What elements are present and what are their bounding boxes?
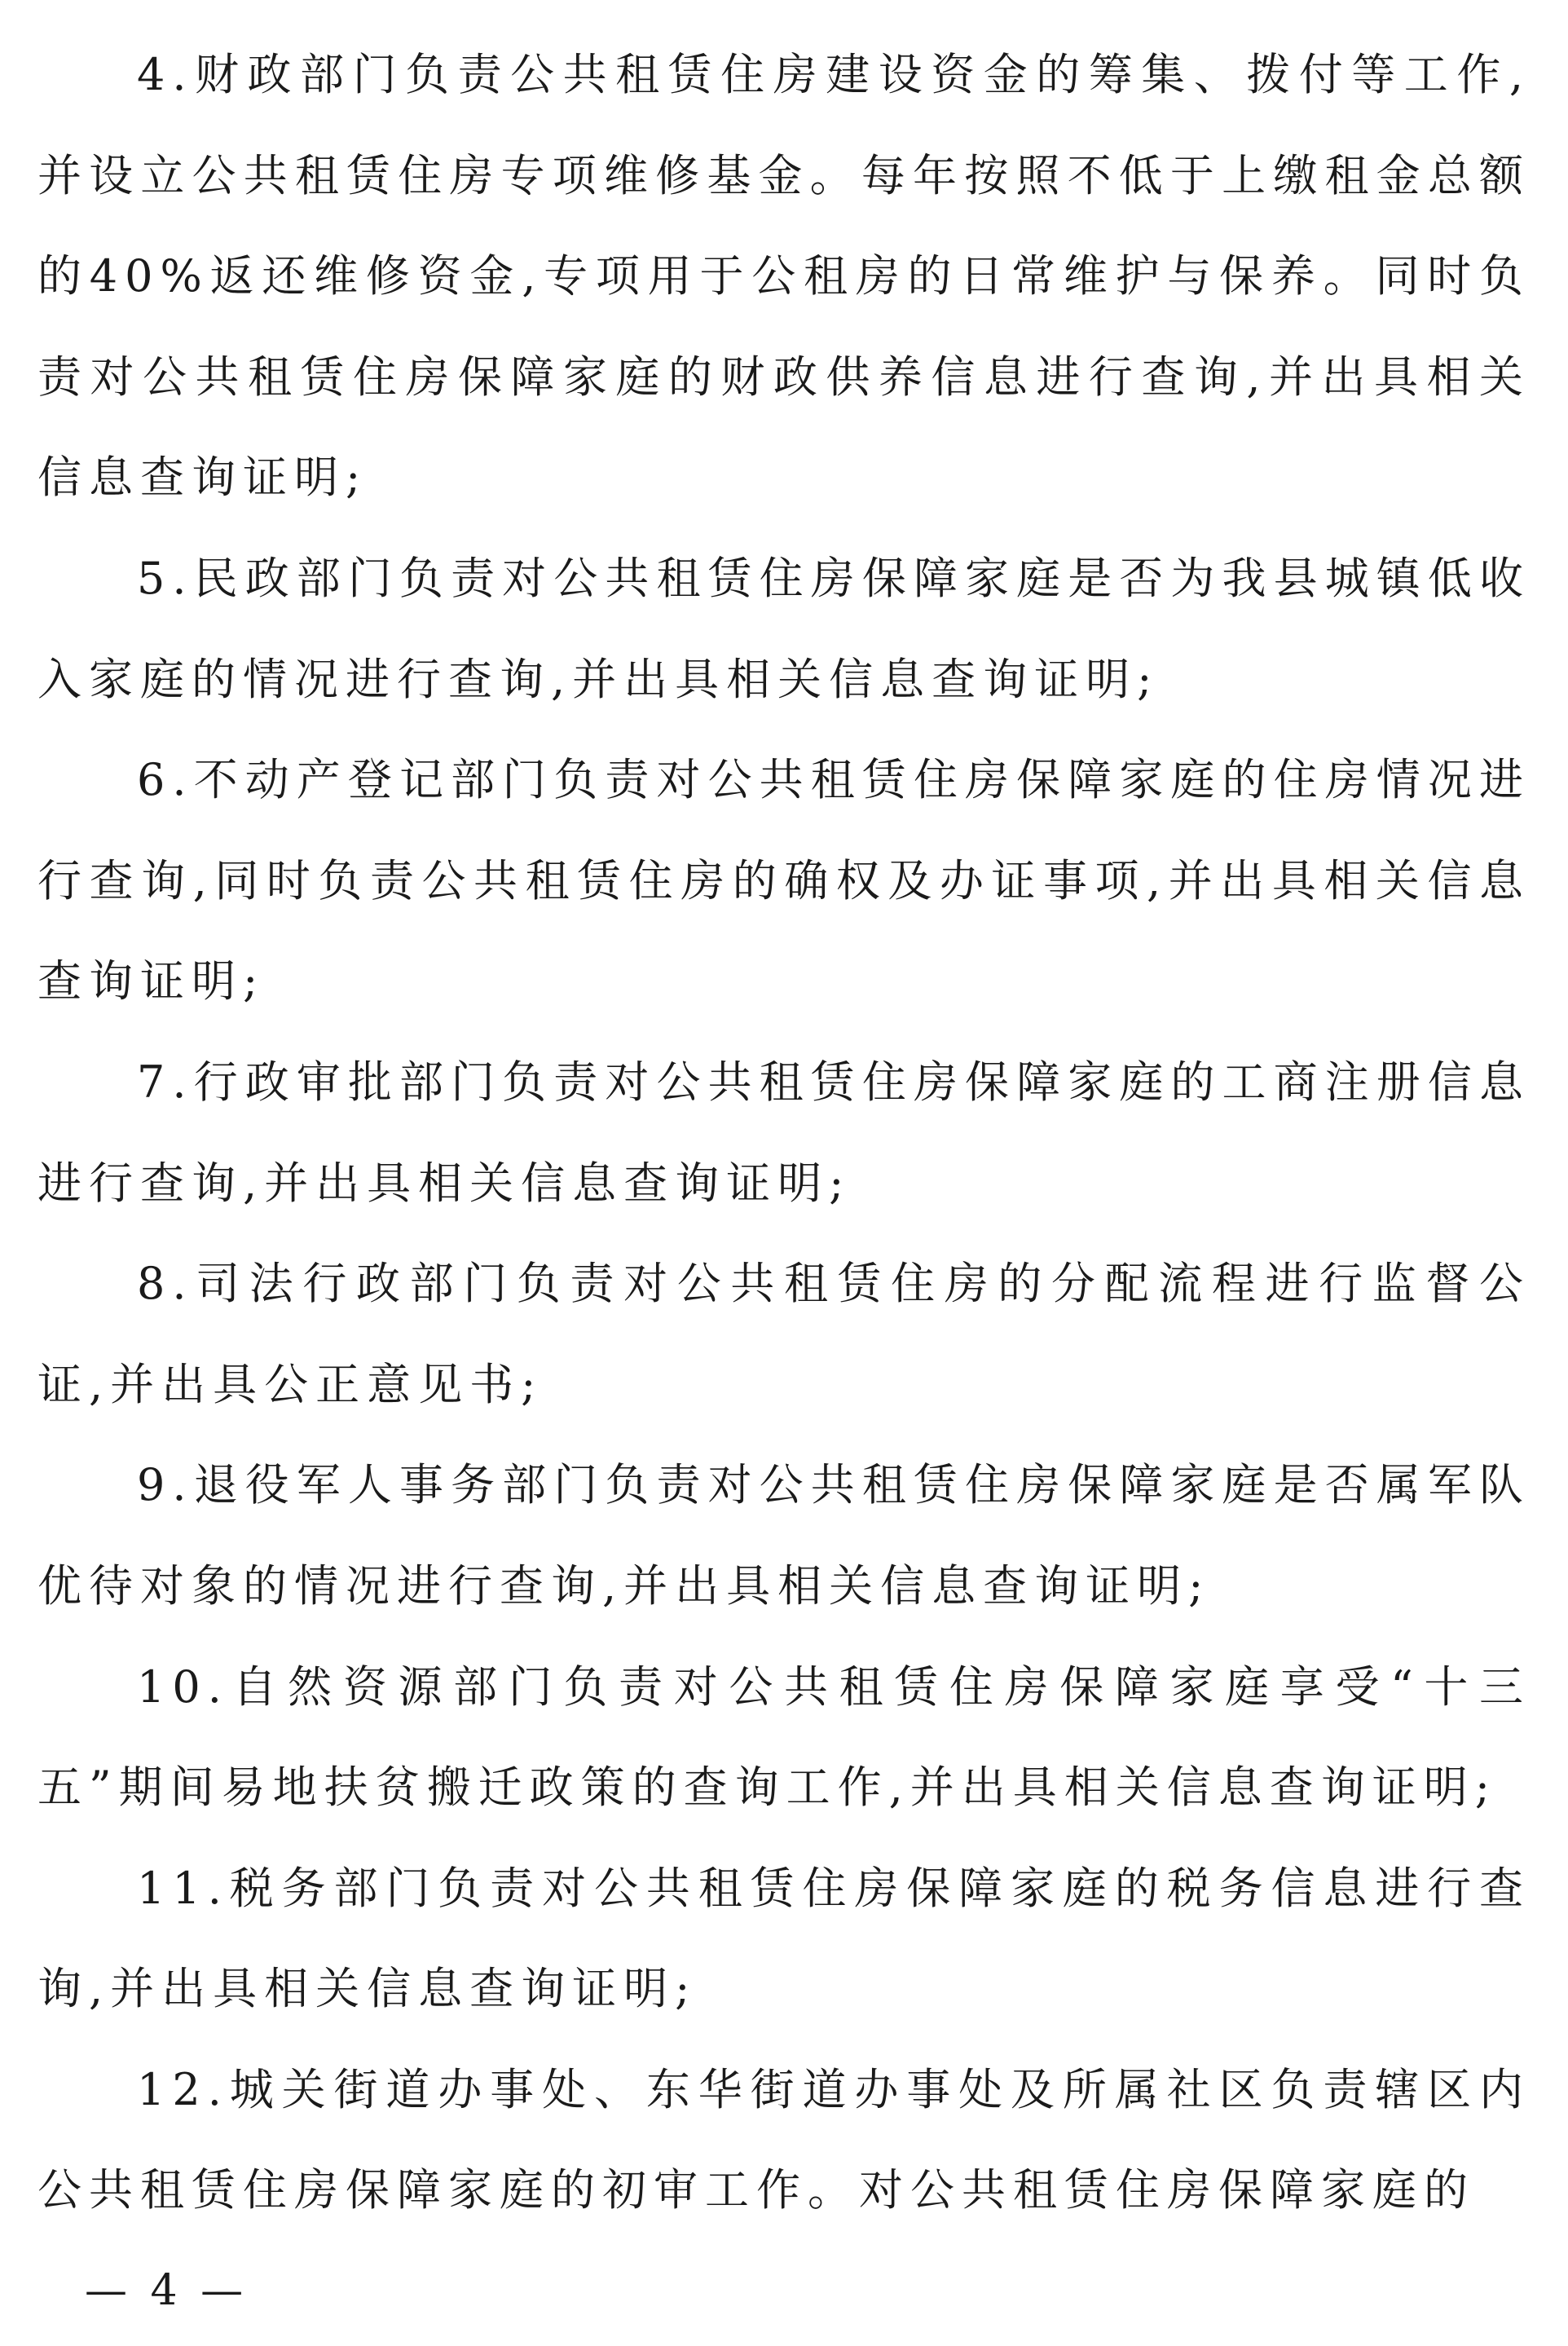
paragraph-11-taxation: 11.税务部门负责对公共租赁住房保障家庭的税务信息进行查询,并出具相关信息查询证明;: [37, 1862, 1531, 2015]
paragraph-8-judicial-administration: 8.司法行政部门负责对公共租赁住房的分配流程进行监督公证,并出具公正意见书;: [37, 1258, 1531, 1410]
body-text: [37, 24, 1531, 2241]
paragraph-5-civil-affairs: 5.民政部门负责对公共租赁住房保障家庭是否为我县城镇低收入家庭的情况进行查询,并出具相关信息查询证明;: [37, 552, 1531, 705]
paragraph-6-real-estate-registration: 6.不动产登记部门负责对公共租赁住房保障家庭的住房情况进行查询,同时负责公共租赁住房的确权及办证事项,并出具相关信息查询证明;: [37, 754, 1531, 1008]
paragraph-7-administrative-approval: 7.行政审批部门负责对公共租赁住房保障家庭的工商注册信息进行查询,并出具相关信息查询证明;: [37, 1056, 1531, 1209]
paragraph-10-natural-resources: 10.自然资源部门负责对公共租赁住房保障家庭享受“十三五”期间易地扶贫搬迁政策的查询工作,并出具相关信息查询证明;: [37, 1660, 1531, 1814]
paragraph-9-veterans-affairs: 9.退役军人事务部门负责对公共租赁住房保障家庭是否属军队优待对象的情况进行查询,并出具相关信息查询证明;: [37, 1459, 1531, 1612]
page-number: — 4 —: [85, 2266, 249, 2315]
paragraph-12-subdistrict-offices: 12.城关街道办事处、东华街道办事处及所属社区负责辖区内公共租赁住房保障家庭的初审工作。对公共租赁住房保障家庭的: [37, 2063, 1531, 2216]
paragraph-4-finance: 4.财政部门负责公共租赁住房建设资金的筹集、拨付等工作,并设立公共租赁住房专项维修基金。每年按照不低于上缴租金总额的40%返还维修资金,专项用于公租房的日常维护与保养。同时负责对公共租赁住房保障家庭的财政供养信息进行查询,并出具相关信息查询证明;: [37, 49, 1531, 504]
